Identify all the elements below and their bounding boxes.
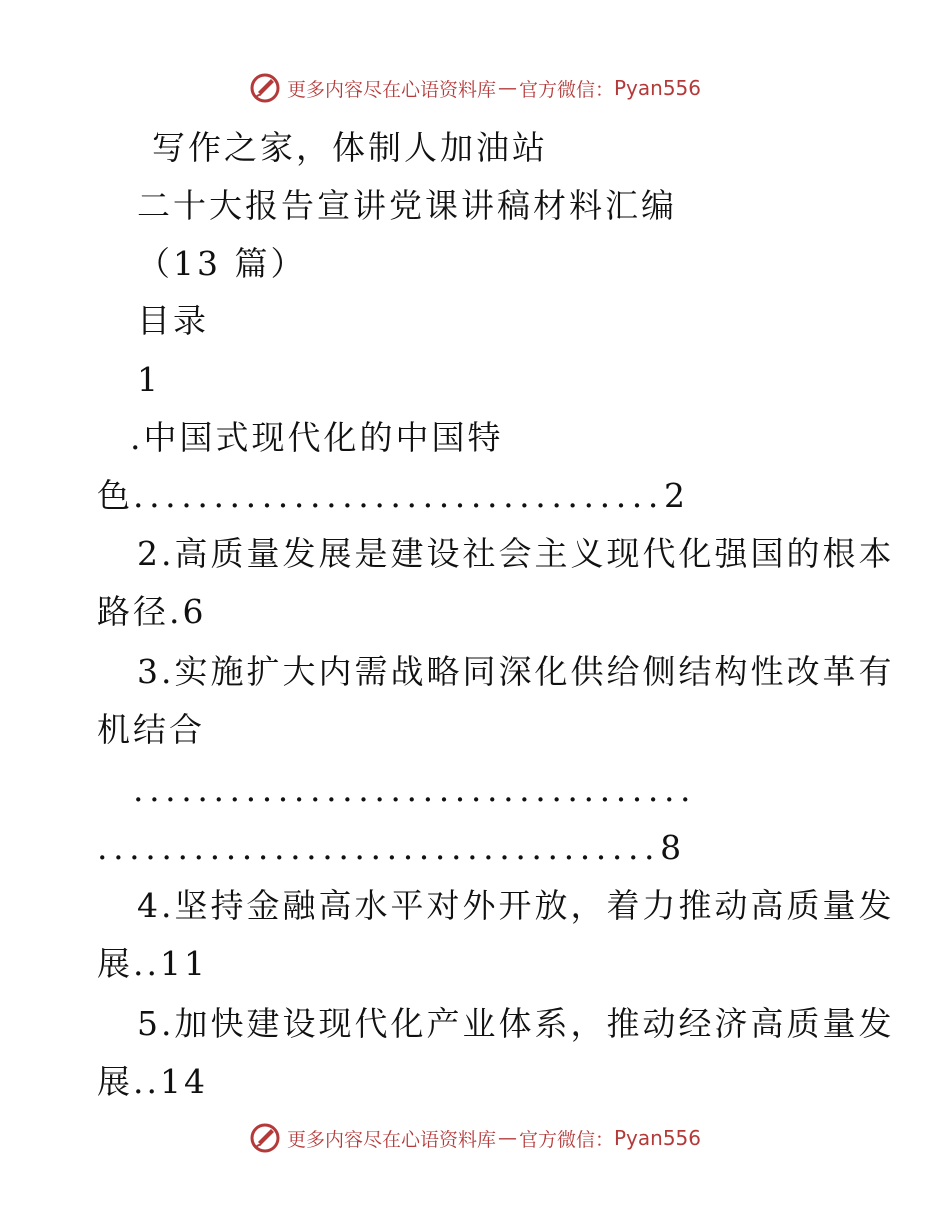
wechat-label: 官方微信： xyxy=(518,1128,614,1151)
banner-text: 更多内容尽在心语资料库 xyxy=(286,78,496,101)
toc-item5-line1: 5.加快建设现代化产业体系，推动经济高质量发 xyxy=(137,1004,895,1043)
toc-item3-dots1: ................................... xyxy=(133,770,697,809)
banner-text: 更多内容尽在心语资料库 xyxy=(286,1128,496,1151)
banner-separator: — xyxy=(497,1127,517,1149)
toc-item4-line1: 4.坚持金融高水平对外开放，着力推动高质量发 xyxy=(137,886,895,925)
toc-item2-line1: 2.高质量发展是建设社会主义现代化强国的根本 xyxy=(137,534,895,573)
doc-subtitle: 写作之家，体制人加油站 xyxy=(152,128,548,167)
toc-item3-line4 xyxy=(97,828,684,868)
toc-item1-tail: 色 xyxy=(97,476,133,515)
banner-separator: — xyxy=(497,77,517,99)
wechat-id: Pyan556 xyxy=(614,76,702,100)
wechat-label: 官方微信： xyxy=(518,78,614,101)
toc-item2-line2: 路径.6 xyxy=(97,592,207,631)
toc-item1-number: 1 xyxy=(137,360,161,399)
brand-logo-icon xyxy=(249,1122,281,1154)
toc-item4-line2: 展..11 xyxy=(97,944,208,983)
toc-item3-line1: 3.实施扩大内需战略同深化供给侧结构性改革有 xyxy=(137,652,895,691)
toc-item3-page: 8 xyxy=(660,828,685,867)
doc-title: 二十大报告宣讲党课讲稿材料汇编 xyxy=(137,186,677,225)
toc-item1-title: .中国式现代化的中国特 xyxy=(130,418,504,457)
toc-item3-line2: 机结合 xyxy=(97,710,205,749)
toc-item3-dots2: ................................... xyxy=(97,828,661,867)
toc-item1-page: 2 xyxy=(663,476,688,515)
wechat-id: Pyan556 xyxy=(614,1126,702,1150)
toc-item1-dots: ................................. xyxy=(133,476,664,515)
doc-count: （13 篇） xyxy=(137,244,307,283)
header-watermark xyxy=(0,72,950,104)
toc-item5-line2: 展..14 xyxy=(97,1062,208,1101)
footer-watermark xyxy=(0,1122,950,1154)
brand-logo-icon xyxy=(249,72,281,104)
toc-item1-line2 xyxy=(97,476,688,516)
toc-heading: 目录 xyxy=(137,301,209,340)
